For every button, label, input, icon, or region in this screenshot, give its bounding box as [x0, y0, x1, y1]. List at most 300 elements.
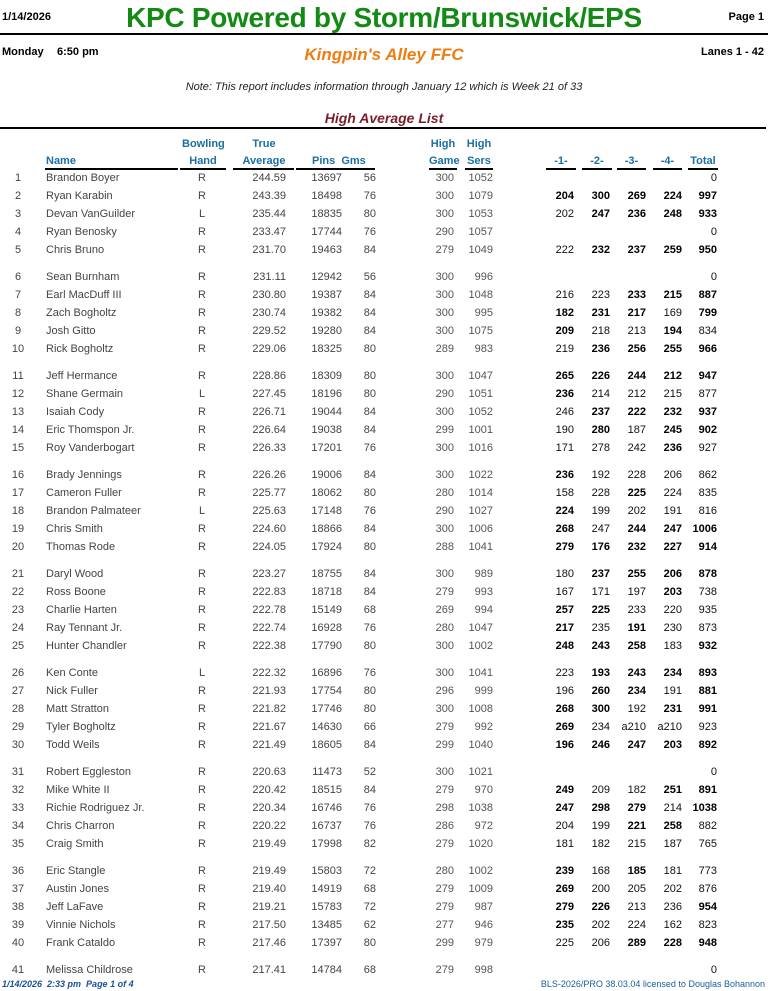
bowling-hand-cell: R [198, 289, 206, 301]
high-game-cell: 279 [435, 838, 454, 850]
true-average-cell: 226.26 [252, 469, 286, 481]
rank-cell: 37 [11, 883, 25, 895]
high-series-cell: 994 [474, 604, 493, 616]
col-underline [582, 168, 612, 170]
true-average-cell: 222.83 [252, 586, 286, 598]
game-2-cell: 202 [591, 919, 610, 931]
series-total-cell: 0 [710, 172, 717, 184]
game-3-cell: 222 [627, 406, 646, 418]
bowling-hand-cell: R [198, 226, 206, 238]
games-cell: 82 [363, 838, 376, 850]
pins-cell: 19387 [311, 289, 342, 301]
true-average-cell: 226.64 [252, 424, 286, 436]
list-title-divider [0, 127, 766, 129]
game-3-cell: 232 [627, 541, 646, 553]
high-game-cell: 299 [435, 424, 454, 436]
game-2-cell: 226 [591, 901, 610, 913]
high-game-cell: 300 [435, 190, 454, 202]
rank-cell: 24 [11, 622, 25, 634]
game-1-cell: 268 [555, 703, 574, 715]
bowling-hand-cell: R [198, 622, 206, 634]
high-game-cell: 279 [435, 964, 454, 976]
table-row [0, 667, 768, 685]
game-1-cell: 202 [555, 208, 574, 220]
rank-cell: 31 [11, 766, 25, 778]
games-cell: 84 [363, 568, 376, 580]
rank-cell: 22 [11, 586, 25, 598]
game-1-cell: 204 [555, 820, 574, 832]
game-4-cell: 203 [663, 586, 682, 598]
game-2-cell: 231 [591, 307, 610, 319]
table-row [0, 289, 768, 307]
rank-cell: 13 [11, 406, 25, 418]
series-total-cell: 891 [698, 784, 717, 796]
pins-cell: 17746 [311, 703, 342, 715]
rank-cell: 10 [11, 343, 25, 355]
high-game-cell: 288 [435, 541, 454, 553]
games-cell: 76 [363, 505, 376, 517]
table-row [0, 586, 768, 604]
true-average-cell: 222.78 [252, 604, 286, 616]
game-2-cell: 214 [591, 388, 610, 400]
series-total-cell: 893 [698, 667, 717, 679]
game-2-cell: 235 [591, 622, 610, 634]
pins-cell: 18605 [311, 739, 342, 751]
true-average-cell: 222.74 [252, 622, 286, 634]
pins-cell: 15783 [311, 901, 342, 913]
games-cell: 52 [363, 766, 376, 778]
table-row [0, 865, 768, 883]
high-series-cell: 1022 [468, 469, 493, 481]
high-series-cell: 1020 [468, 838, 493, 850]
rank-cell: 16 [11, 469, 25, 481]
game-2-cell: 246 [591, 739, 610, 751]
bowler-name-cell: Cameron Fuller [46, 487, 122, 499]
true-average-cell: 230.80 [252, 289, 286, 301]
high-game-cell: 279 [435, 586, 454, 598]
game-4-cell: 187 [663, 838, 682, 850]
bowler-name-cell: Ryan Benosky [46, 226, 117, 238]
high-series-cell: 983 [474, 343, 493, 355]
true-average-cell: 226.71 [252, 406, 286, 418]
high-game-cell: 279 [435, 244, 454, 256]
game-3-cell: 202 [627, 505, 646, 517]
col-header-high-1: High [430, 138, 456, 150]
table-row [0, 190, 768, 208]
game-1-cell: 236 [555, 388, 574, 400]
bowler-name-cell: Tyler Bogholtz [46, 721, 116, 733]
series-total-cell: 765 [698, 838, 717, 850]
series-total-cell: 937 [698, 406, 717, 418]
bowling-hand-cell: R [198, 766, 206, 778]
pins-cell: 18866 [311, 523, 342, 535]
game-3-cell: 243 [627, 667, 646, 679]
game-3-cell: 234 [627, 685, 646, 697]
series-total-cell: 877 [698, 388, 717, 400]
game-2-cell: 182 [591, 838, 610, 850]
game-4-cell: 212 [663, 370, 682, 382]
high-game-cell: 277 [435, 919, 454, 931]
high-series-cell: 1002 [468, 640, 493, 652]
bowler-name-cell: Thomas Rode [46, 541, 116, 553]
game-3-cell: 225 [627, 487, 646, 499]
bowler-name-cell: Sean Burnham [46, 271, 120, 283]
game-2-cell: 199 [591, 505, 610, 517]
table-row [0, 244, 768, 262]
high-game-cell: 279 [435, 784, 454, 796]
game-4-cell: 191 [663, 505, 682, 517]
bowling-hand-cell: R [198, 244, 206, 256]
col-header-high-2: High [466, 138, 492, 150]
true-average-cell: 221.93 [252, 685, 286, 697]
games-cell: 80 [363, 388, 376, 400]
high-series-cell: 1040 [468, 739, 493, 751]
game-4-cell: 231 [663, 703, 682, 715]
game-4-cell: 183 [663, 640, 682, 652]
bowler-name-cell: Eric Thomspon Jr. [46, 424, 135, 436]
high-game-cell: 300 [435, 208, 454, 220]
pins-cell: 18718 [311, 586, 342, 598]
rank-cell: 1 [14, 172, 22, 184]
true-average-cell: 235.44 [252, 208, 286, 220]
pins-cell: 14919 [311, 883, 342, 895]
game-3-cell: 258 [627, 640, 646, 652]
game-3-cell: 187 [627, 424, 646, 436]
game-2-cell: 234 [591, 721, 610, 733]
rank-cell: 25 [11, 640, 25, 652]
high-game-cell: 296 [435, 685, 454, 697]
high-game-cell: 300 [435, 703, 454, 715]
bowler-name-cell: Brady Jennings [46, 469, 122, 481]
games-cell: 84 [363, 289, 376, 301]
table-row [0, 307, 768, 325]
game-1-cell: 204 [555, 190, 574, 202]
pins-cell: 16896 [311, 667, 342, 679]
high-series-cell: 1079 [468, 190, 493, 202]
game-2-cell: 223 [591, 289, 610, 301]
high-game-cell: 286 [435, 820, 454, 832]
game-1-cell: 246 [555, 406, 574, 418]
table-row [0, 802, 768, 820]
pins-cell: 19280 [311, 325, 342, 337]
game-4-cell: 245 [663, 424, 682, 436]
game-3-cell: 237 [627, 244, 646, 256]
table-row [0, 541, 768, 559]
true-average-cell: 226.33 [252, 442, 286, 454]
game-3-cell: 236 [627, 208, 646, 220]
series-total-cell: 862 [698, 469, 717, 481]
game-2-cell: 260 [591, 685, 610, 697]
pins-cell: 19038 [311, 424, 342, 436]
series-total-cell: 947 [698, 370, 717, 382]
game-3-cell: 279 [627, 802, 646, 814]
high-series-cell: 970 [474, 784, 493, 796]
table-row [0, 721, 768, 739]
pins-cell: 18325 [311, 343, 342, 355]
game-2-cell: 218 [591, 325, 610, 337]
game-3-cell: 197 [627, 586, 646, 598]
games-cell: 76 [363, 442, 376, 454]
true-average-cell: 228.86 [252, 370, 286, 382]
games-cell: 80 [363, 937, 376, 949]
game-1-cell: 190 [555, 424, 574, 436]
high-game-cell: 298 [435, 802, 454, 814]
games-cell: 76 [363, 190, 376, 202]
rank-cell: 23 [11, 604, 25, 616]
true-average-cell: 220.22 [252, 820, 286, 832]
col-underline [688, 168, 718, 170]
bowler-name-cell: Zach Bogholtz [46, 307, 117, 319]
bowling-hand-cell: R [198, 784, 206, 796]
high-game-cell: 300 [435, 271, 454, 283]
series-total-cell: 773 [698, 865, 717, 877]
game-2-cell: 199 [591, 820, 610, 832]
games-cell: 80 [363, 370, 376, 382]
bowling-hand-cell: R [198, 901, 206, 913]
games-cell: 56 [363, 271, 376, 283]
true-average-cell: 222.38 [252, 640, 286, 652]
table-row [0, 883, 768, 901]
bowler-name-cell: Roy Vanderbogart [46, 442, 135, 454]
bowling-hand-cell: L [198, 388, 206, 400]
bowler-name-cell: Hunter Chandler [46, 640, 127, 652]
report-note: Note: This report includes information through January 12 which is Week 21 of 33 [185, 81, 583, 93]
table-row [0, 604, 768, 622]
pins-cell: 14784 [311, 964, 342, 976]
true-average-cell: 220.42 [252, 784, 286, 796]
game-2-cell: 247 [591, 208, 610, 220]
col-underline [296, 168, 375, 170]
series-total-cell: 902 [698, 424, 717, 436]
game-1-cell: 269 [555, 883, 574, 895]
game-3-cell: 244 [627, 370, 646, 382]
rank-cell: 4 [14, 226, 22, 238]
bowler-name-cell: Charlie Harten [46, 604, 117, 616]
game-4-cell: 194 [663, 325, 682, 337]
game-1-cell: 249 [555, 784, 574, 796]
true-average-cell: 219.49 [252, 838, 286, 850]
bowler-name-cell: Rick Bogholtz [46, 343, 114, 355]
bowler-name-cell: Brandon Boyer [46, 172, 120, 184]
game-2-cell: 200 [591, 883, 610, 895]
rank-cell: 32 [11, 784, 25, 796]
true-average-cell: 243.39 [252, 190, 286, 202]
series-total-cell: 923 [698, 721, 717, 733]
rank-cell: 38 [11, 901, 25, 913]
true-average-cell: 225.63 [252, 505, 286, 517]
pins-cell: 13485 [311, 919, 342, 931]
games-cell: 84 [363, 325, 376, 337]
bowler-name-cell: Jeff LaFave [46, 901, 104, 913]
pins-cell: 17754 [311, 685, 342, 697]
series-total-cell: 935 [698, 604, 717, 616]
bowling-hand-cell: R [198, 739, 206, 751]
high-game-cell: 300 [435, 370, 454, 382]
true-average-cell: 231.70 [252, 244, 286, 256]
game-1-cell: 279 [555, 901, 574, 913]
table-row [0, 919, 768, 937]
rank-cell: 39 [11, 919, 25, 931]
games-cell: 76 [363, 622, 376, 634]
series-total-cell: 881 [698, 685, 717, 697]
game-3-cell: 228 [627, 469, 646, 481]
rank-cell: 40 [11, 937, 25, 949]
high-game-cell: 280 [435, 622, 454, 634]
game-1-cell: 257 [555, 604, 574, 616]
games-cell: 56 [363, 172, 376, 184]
games-cell: 72 [363, 901, 376, 913]
high-series-cell: 1014 [468, 487, 493, 499]
true-average-cell: 219.49 [252, 865, 286, 877]
bowler-name-cell: Matt Stratton [46, 703, 109, 715]
col-header-hand: Hand [189, 155, 217, 167]
game-1-cell: 219 [555, 343, 574, 355]
game-4-cell: 251 [663, 784, 682, 796]
rank-cell: 5 [14, 244, 22, 256]
game-3-cell: 221 [627, 820, 646, 832]
series-total-cell: 997 [698, 190, 717, 202]
high-series-cell: 1057 [468, 226, 493, 238]
rank-cell: 11 [12, 370, 24, 382]
table-row [0, 640, 768, 658]
game-1-cell: 248 [555, 640, 574, 652]
high-game-cell: 279 [435, 721, 454, 733]
game-3-cell: 242 [627, 442, 646, 454]
pins-cell: 18755 [311, 568, 342, 580]
league-time: 6:50 pm [57, 46, 99, 58]
rank-cell: 15 [11, 442, 25, 454]
high-series-cell: 1075 [468, 325, 493, 337]
table-row [0, 226, 768, 244]
high-series-cell: 998 [474, 964, 493, 976]
game-1-cell: 217 [555, 622, 574, 634]
bowling-hand-cell: R [198, 640, 206, 652]
high-series-cell: 999 [474, 685, 493, 697]
high-series-cell: 972 [474, 820, 493, 832]
rank-cell: 3 [14, 208, 22, 220]
game-3-cell: 213 [627, 325, 646, 337]
bowling-hand-cell: R [198, 883, 206, 895]
col-header-name: Name [46, 155, 76, 167]
high-series-cell: 1008 [468, 703, 493, 715]
col-header-bowling: Bowling [182, 138, 225, 150]
bowling-hand-cell: R [198, 469, 206, 481]
bowling-hand-cell: R [198, 703, 206, 715]
high-game-cell: 299 [435, 937, 454, 949]
games-cell: 68 [363, 604, 376, 616]
high-series-cell: 995 [474, 307, 493, 319]
bowler-name-cell: Earl MacDuff III [46, 289, 122, 301]
true-average-cell: 221.67 [252, 721, 286, 733]
series-total-cell: 948 [698, 937, 717, 949]
series-total-cell: 834 [698, 325, 717, 337]
high-series-cell: 1002 [468, 865, 493, 877]
game-4-cell: 228 [663, 937, 682, 949]
game-4-cell: 236 [663, 901, 682, 913]
high-series-cell: 979 [474, 937, 493, 949]
table-row [0, 703, 768, 721]
bowling-hand-cell: R [198, 838, 206, 850]
bowler-name-cell: Devan VanGuilder [46, 208, 136, 220]
game-4-cell: 220 [663, 604, 682, 616]
high-series-cell: 996 [474, 271, 493, 283]
high-series-cell: 987 [474, 901, 493, 913]
game-2-cell: 171 [591, 586, 610, 598]
table-row [0, 388, 768, 406]
bowler-name-cell: Richie Rodriguez Jr. [46, 802, 145, 814]
league-title: KPC Powered by Storm/Brunswick/EPS [126, 2, 642, 33]
high-series-cell: 1049 [468, 244, 493, 256]
bowling-hand-cell: R [198, 721, 206, 733]
games-cell: 68 [363, 964, 376, 976]
table-row [0, 172, 768, 190]
game-1-cell: 236 [555, 469, 574, 481]
games-cell: 80 [363, 685, 376, 697]
high-series-cell: 1006 [468, 523, 493, 535]
game-4-cell: 215 [663, 289, 682, 301]
bowling-hand-cell: R [198, 343, 206, 355]
series-total-cell: 991 [698, 703, 717, 715]
series-total-cell: 927 [698, 442, 717, 454]
game-3-cell: 191 [627, 622, 646, 634]
bowling-hand-cell: L [198, 208, 206, 220]
high-game-cell: 300 [435, 667, 454, 679]
pins-cell: 18196 [311, 388, 342, 400]
bowler-name-cell: Ross Boone [46, 586, 106, 598]
game-2-cell: 226 [591, 370, 610, 382]
table-row [0, 622, 768, 640]
high-series-cell: 1041 [468, 541, 493, 553]
bowling-hand-cell: R [198, 802, 206, 814]
high-series-cell: 1001 [468, 424, 493, 436]
bowler-name-cell: Eric Stangle [46, 865, 106, 877]
true-average-cell: 230.74 [252, 307, 286, 319]
game-1-cell: 158 [555, 487, 574, 499]
games-cell: 84 [363, 784, 376, 796]
games-cell: 80 [363, 343, 376, 355]
game-4-cell: 215 [663, 388, 682, 400]
game-4-cell: 259 [663, 244, 682, 256]
rank-cell: 6 [14, 271, 22, 283]
table-row [0, 685, 768, 703]
high-game-cell: 300 [435, 172, 454, 184]
bowler-name-cell: Vinnie Nichols [46, 919, 116, 931]
high-game-cell: 280 [435, 487, 454, 499]
rank-cell: 17 [11, 487, 25, 499]
high-series-cell: 1053 [468, 208, 493, 220]
series-total-cell: 892 [698, 739, 717, 751]
bowling-hand-cell: R [198, 406, 206, 418]
pins-cell: 15149 [311, 604, 342, 616]
game-4-cell: 255 [663, 343, 682, 355]
bowling-center-name: Kingpin's Alley FFC [304, 45, 464, 64]
series-total-cell: 876 [698, 883, 717, 895]
series-total-cell: 816 [698, 505, 717, 517]
report-date: 1/14/2026 [2, 11, 51, 23]
true-average-cell: 219.40 [252, 883, 286, 895]
true-average-cell: 225.77 [252, 487, 286, 499]
pins-cell: 19463 [311, 244, 342, 256]
game-3-cell: 217 [627, 307, 646, 319]
game-4-cell: 258 [663, 820, 682, 832]
games-cell: 84 [363, 424, 376, 436]
game-4-cell: 206 [663, 469, 682, 481]
game-4-cell: 206 [663, 568, 682, 580]
high-series-cell: 1021 [468, 766, 493, 778]
pins-cell: 19044 [311, 406, 342, 418]
high-game-cell: 290 [435, 226, 454, 238]
true-average-cell: 223.27 [252, 568, 286, 580]
